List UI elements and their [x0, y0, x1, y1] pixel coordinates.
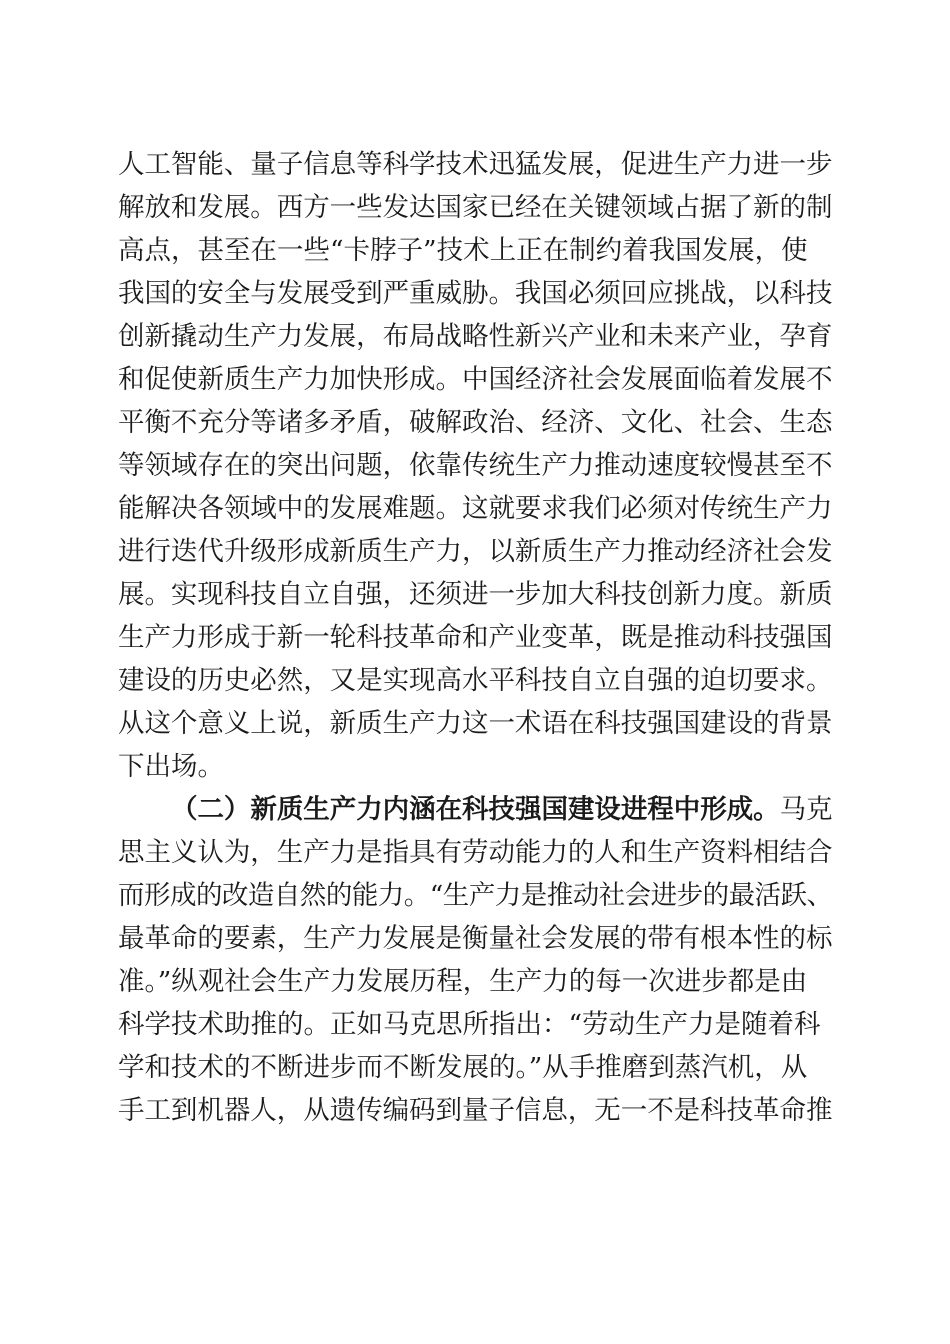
- text-line: 生产力形成于新一轮科技革命和产业变革，既是推动科技强国: [118, 622, 833, 653]
- text-line: 下出场。: [118, 751, 224, 782]
- document-body: [118, 143, 833, 1132]
- text-line: 思主义认为，生产力是指具有劳动能力的人和生产资料相结合: [118, 837, 833, 868]
- text-line: 解放和发展。西方一些发达国家已经在关键领域占据了新的制: [118, 192, 833, 223]
- paragraph-1: [118, 143, 833, 788]
- text-line: 平衡不充分等诸多矛盾，破解政治、经济、文化、社会、生态: [118, 407, 833, 438]
- paragraph-2: [118, 788, 833, 1132]
- text-line: 科学技术助推的。正如马克思所指出：“劳动生产力是随着科: [118, 1009, 821, 1040]
- text-line: 进行迭代升级形成新质生产力，以新质生产力推动经济社会发: [118, 536, 833, 567]
- text-line: 人工智能、量子信息等科学技术迅猛发展，促进生产力进一步: [118, 149, 833, 180]
- text-line: 展。实现科技自立自强，还须进一步加大科技创新力度。新质: [118, 579, 833, 610]
- text-line: 我国的安全与发展受到严重威胁。我国必须回应挑战，以科技: [118, 278, 833, 309]
- text-line: 建设的历史必然，又是实现高水平科技自立自强的迫切要求。: [118, 665, 833, 696]
- text-line: 手工到机器人，从遗传编码到量子信息，无一不是科技革命推: [118, 1095, 833, 1126]
- section-heading: （二）新质生产力内涵在科技强国建设进程中形成。: [171, 794, 780, 825]
- text-line: 从这个意义上说，新质生产力这一术语在科技强国建设的背景: [118, 708, 833, 739]
- text-line: 最革命的要素，生产力发展是衡量社会发展的带有根本性的标: [118, 923, 833, 954]
- text-line: 能解决各领域中的发展难题。这就要求我们必须对传统生产力: [118, 493, 833, 524]
- text-line: 而形成的改造自然的能力。“生产力是推动社会进步的最活跃、: [118, 880, 833, 911]
- paragraph-2-first-line: [118, 788, 833, 831]
- text-line: 学和技术的不断进步而不断发展的。”从手推磨到蒸汽机，从: [118, 1052, 808, 1083]
- text-line: 准。”纵观社会生产力发展历程，生产力的每一次进步都是由: [118, 966, 808, 997]
- text-line: 高点，甚至在一些“卡脖子”技术上正在制约着我国发展，使: [118, 235, 808, 266]
- text-line: 和促使新质生产力加快形成。中国经济社会发展面临着发展不: [118, 364, 833, 395]
- text-fragment: 马克: [779, 794, 833, 825]
- text-line: 创新撬动生产力发展，布局战略性新兴产业和未来产业，孕育: [118, 321, 833, 352]
- text-line: 等领域存在的突出问题，依靠传统生产力推动速度较慢甚至不: [118, 450, 833, 481]
